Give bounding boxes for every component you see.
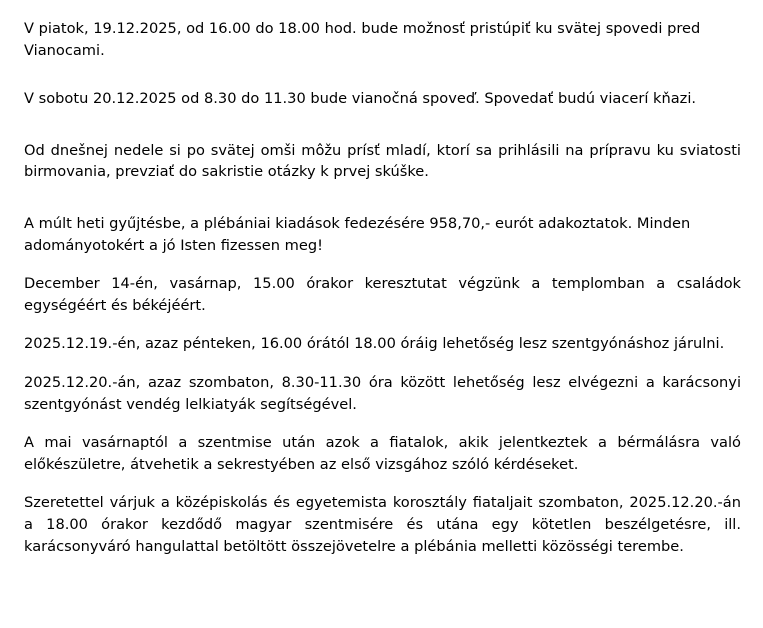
paragraph-confession-saturday-hu: 2025.12.20.-án, azaz szombaton, 8.30-11.30 óra között lehetőség lesz elvégezni a karácsonyi szentgyónást vendég lelkiatyák segítségével.: [24, 373, 741, 413]
paragraph-stations-of-cross-hu: December 14-én, vasárnap, 15.00 órakor keresztutat végzünk a templomban a családok egységéért és békéjéért.: [24, 275, 741, 314]
paragraph-confirmation-questions-hu: A mai vasárnaptól a szentmise után azok a fiatalok, akik jelentkeztek a bérmálásra való előkészületre, átvehetik a sekrestyében az első vizsgához szóló kérdéseket.: [24, 434, 741, 473]
paragraph-confession-friday-hu: 2025.12.19.-én, azaz pénteken, 16.00 órától 18.00 óráig lehetőség lesz szentgyónáshoz járulni.: [24, 335, 725, 353]
paragraph-confession-saturday: V sobotu 20.12.2025 od 8.30 do 11.30 bude vianočná spoveď. Spovedať budú viacerí kňazi.: [24, 90, 697, 108]
paragraph-confirmation-questions-sk: Od dnešnej nedele si po svätej omši môžu prísť mladí, ktorí sa prihlásili na prípravu ku sviatosti birmovania, prevziať do sakristie otázky k prvej skúške.: [24, 141, 741, 181]
paragraph-confession-friday: V piatok, 19.12.2025, od 16.00 do 18.00 hod. bude možnosť pristúpiť ku svätej spovedi pred Vianocami.: [24, 20, 701, 59]
paragraph-collection-hu: A múlt heti gyűjtésbe, a plébániai kiadások fedezésére 958,70,- eurót adakoztatok. Minden adományotokért a jó Isten fizessen meg!: [24, 214, 691, 254]
paragraph-youth-invitation-hu: Szeretettel várjuk a középiskolás és egyetemista korosztály fiataljait szombaton, 2025.12.20.-án a 18.00 órakor kezdődő magyar szentmisére és utána egy kötetlen beszélgetésre, ill. karácsonyváró hangulattal betöltött összejövetelre a plébánia melletti közösségi terembe.: [24, 494, 741, 555]
